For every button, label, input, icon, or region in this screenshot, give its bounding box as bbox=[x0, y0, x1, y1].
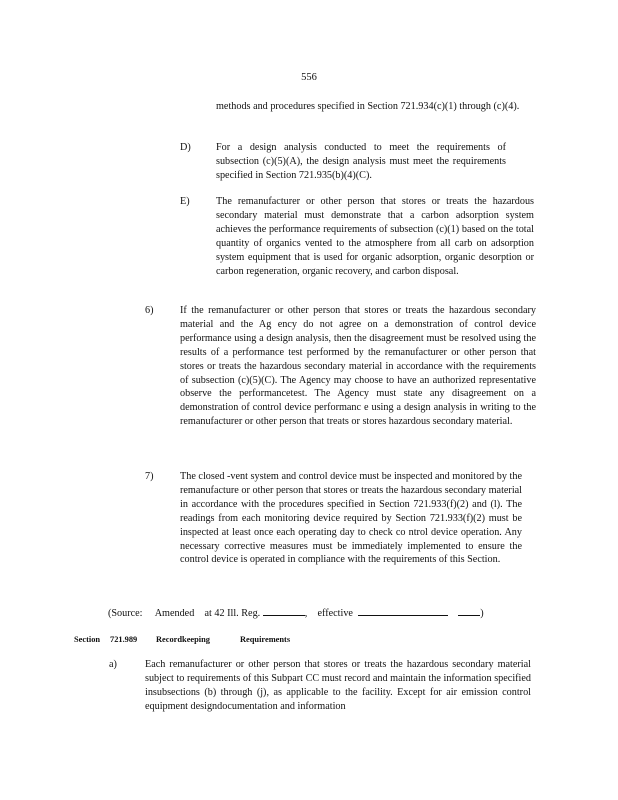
continuation-paragraph: methods and procedures specified in Section 721.934(c)(1) through (c)(4). bbox=[216, 101, 520, 112]
item-label-a: a) bbox=[109, 659, 117, 670]
source-citation: at 42 Ill. Reg. bbox=[204, 608, 261, 619]
section-title: Recordkeeping bbox=[156, 635, 210, 644]
page-number: 556 bbox=[301, 72, 317, 83]
item-label-6: 6) bbox=[145, 305, 154, 316]
item-text-e: The remanufacturer or other person that stores or treats the hazardous secondary material must demonstrate that a carbon adsorption system achieves the performance requirements of subsection (c)(1) based on the total quantity of organics vented to the atmosphere from all carb on adsorption system equipment that is used for organic adsorption, organic desorption or carbon regeneration, organic recovery, and carbon disposal. bbox=[216, 196, 534, 277]
section-number: 721.989 bbox=[110, 635, 138, 644]
item-text-d: For a design analysis conducted to meet the requirements of subsection (c)(5)(A), the design analysis must meet the requirements specified in Section 721.935(b)(4)(C). bbox=[216, 142, 506, 181]
item-text-7: The closed -vent system and control device must be inspected and monitored by the remanufacture or other person that stores or treats the hazardous secondary material in accordance with the procedures specified in Section 721.933(f)(2) and (l). The readings from each monitoring device required by Section 721.933(f)(2) must be inspected at least once each operating day to check co ntrol device operation. Any necessary corrective measures must be immediately implemented to ensure the control device is operated in compliance with the requirements of this Section. bbox=[180, 471, 522, 566]
reg-blank bbox=[263, 605, 305, 616]
item-text-6: If the remanufacturer or other person that stores or treats the hazardous secondary material and the Ag ency do not agree on a demonstration of control device performance using a design analysis, then the disagreement must be resolved using the results of a performance test performed by the remanufacturer or other person that stores or treats the hazardous secondary material in accordance with the requirements of subsection (c)(5)(C). The Agency may choose to have an authorized representative observe the performancetest. The Agency must state any disagreement on a demonstration of control device performanc e using a design analysis in writing to the remanufacturer or other person that treats or stores hazardous secondary material. bbox=[180, 305, 536, 428]
source-effective: effective bbox=[317, 608, 353, 619]
item-label-d: D) bbox=[180, 142, 191, 153]
source-close: ) bbox=[480, 608, 484, 619]
source-open: (Source: bbox=[108, 608, 143, 619]
item-label-7: 7) bbox=[145, 471, 154, 482]
section-title-2: Requirements bbox=[240, 635, 291, 644]
source-amended: Amended bbox=[154, 608, 195, 619]
extra-blank bbox=[458, 605, 480, 616]
source-note: (Source: Amended at 42 Ill. Reg. , effective ) bbox=[108, 605, 484, 619]
item-label-e: E) bbox=[180, 196, 190, 207]
item-text-a: Each remanufacturer or other person that stores or treats the hazardous secondary material subject to requirements of this Subpart CC must record and maintain the information specified insubsections (b) through (j), as applicable to the facility. Except for air emission control equipment designdocumentation and information bbox=[145, 659, 531, 712]
section-word: Section bbox=[74, 635, 101, 644]
date-blank bbox=[358, 605, 448, 616]
